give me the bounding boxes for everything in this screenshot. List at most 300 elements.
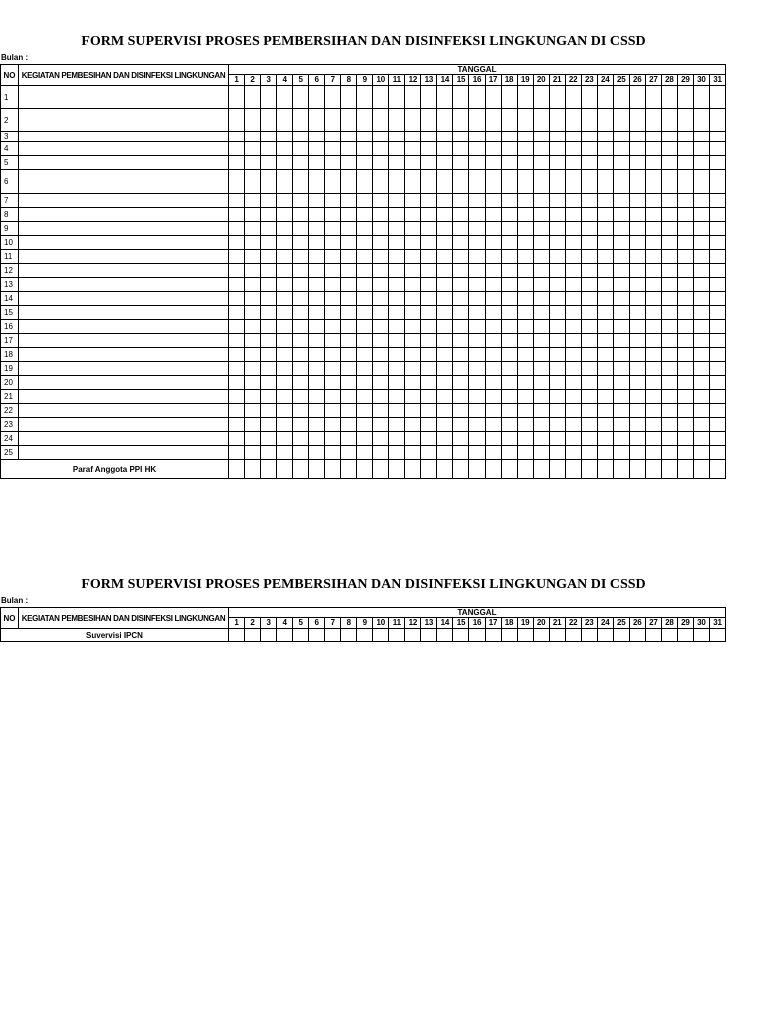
check-cell[interactable] xyxy=(517,334,533,348)
check-cell[interactable] xyxy=(549,446,565,460)
check-cell[interactable] xyxy=(693,292,709,306)
check-cell[interactable] xyxy=(645,142,661,156)
check-cell[interactable] xyxy=(517,208,533,222)
check-cell[interactable] xyxy=(309,132,325,142)
check-cell[interactable] xyxy=(245,170,261,194)
check-cell[interactable] xyxy=(309,404,325,418)
check-cell[interactable] xyxy=(693,362,709,376)
check-cell[interactable] xyxy=(501,418,517,432)
check-cell[interactable] xyxy=(469,292,485,306)
check-cell[interactable] xyxy=(229,376,245,390)
check-cell[interactable] xyxy=(693,306,709,320)
check-cell[interactable] xyxy=(405,109,421,132)
check-cell[interactable] xyxy=(613,446,629,460)
check-cell[interactable] xyxy=(229,320,245,334)
check-cell[interactable] xyxy=(533,142,549,156)
check-cell[interactable] xyxy=(565,320,581,334)
check-cell[interactable] xyxy=(373,404,389,418)
check-cell[interactable] xyxy=(373,390,389,404)
check-cell[interactable] xyxy=(661,194,677,208)
check-cell[interactable] xyxy=(709,460,725,479)
check-cell[interactable] xyxy=(533,432,549,446)
activity-cell[interactable] xyxy=(19,222,229,236)
check-cell[interactable] xyxy=(501,362,517,376)
check-cell[interactable] xyxy=(501,446,517,460)
check-cell[interactable] xyxy=(709,404,725,418)
check-cell[interactable] xyxy=(277,404,293,418)
check-cell[interactable] xyxy=(501,376,517,390)
check-cell[interactable] xyxy=(341,306,357,320)
check-cell[interactable] xyxy=(389,208,405,222)
check-cell[interactable] xyxy=(645,156,661,170)
check-cell[interactable] xyxy=(325,334,341,348)
check-cell[interactable] xyxy=(421,334,437,348)
check-cell[interactable] xyxy=(645,132,661,142)
check-cell[interactable] xyxy=(533,306,549,320)
check-cell[interactable] xyxy=(645,208,661,222)
check-cell[interactable] xyxy=(389,418,405,432)
check-cell[interactable] xyxy=(277,170,293,194)
check-cell[interactable] xyxy=(549,390,565,404)
check-cell[interactable] xyxy=(405,404,421,418)
check-cell[interactable] xyxy=(293,208,309,222)
check-cell[interactable] xyxy=(501,86,517,109)
check-cell[interactable] xyxy=(453,348,469,362)
check-cell[interactable] xyxy=(629,250,645,264)
check-cell[interactable] xyxy=(677,142,693,156)
check-cell[interactable] xyxy=(341,278,357,292)
check-cell[interactable] xyxy=(581,348,597,362)
check-cell[interactable] xyxy=(597,432,613,446)
check-cell[interactable] xyxy=(597,194,613,208)
check-cell[interactable] xyxy=(373,170,389,194)
check-cell[interactable] xyxy=(597,222,613,236)
check-cell[interactable] xyxy=(613,142,629,156)
check-cell[interactable] xyxy=(469,432,485,446)
check-cell[interactable] xyxy=(677,320,693,334)
check-cell[interactable] xyxy=(373,306,389,320)
check-cell[interactable] xyxy=(389,86,405,109)
check-cell[interactable] xyxy=(325,264,341,278)
check-cell[interactable] xyxy=(389,334,405,348)
check-cell[interactable] xyxy=(693,142,709,156)
check-cell[interactable] xyxy=(373,86,389,109)
check-cell[interactable] xyxy=(485,236,501,250)
check-cell[interactable] xyxy=(245,629,261,642)
check-cell[interactable] xyxy=(517,362,533,376)
check-cell[interactable] xyxy=(437,320,453,334)
check-cell[interactable] xyxy=(693,278,709,292)
check-cell[interactable] xyxy=(517,109,533,132)
check-cell[interactable] xyxy=(389,236,405,250)
check-cell[interactable] xyxy=(389,306,405,320)
check-cell[interactable] xyxy=(533,334,549,348)
check-cell[interactable] xyxy=(693,418,709,432)
check-cell[interactable] xyxy=(597,208,613,222)
check-cell[interactable] xyxy=(245,362,261,376)
check-cell[interactable] xyxy=(229,222,245,236)
check-cell[interactable] xyxy=(693,446,709,460)
check-cell[interactable] xyxy=(229,629,245,642)
check-cell[interactable] xyxy=(533,418,549,432)
check-cell[interactable] xyxy=(485,222,501,236)
check-cell[interactable] xyxy=(277,390,293,404)
check-cell[interactable] xyxy=(565,348,581,362)
check-cell[interactable] xyxy=(277,446,293,460)
check-cell[interactable] xyxy=(565,170,581,194)
check-cell[interactable] xyxy=(597,109,613,132)
check-cell[interactable] xyxy=(709,432,725,446)
check-cell[interactable] xyxy=(645,390,661,404)
check-cell[interactable] xyxy=(293,460,309,479)
check-cell[interactable] xyxy=(245,432,261,446)
check-cell[interactable] xyxy=(469,460,485,479)
check-cell[interactable] xyxy=(341,142,357,156)
check-cell[interactable] xyxy=(229,278,245,292)
check-cell[interactable] xyxy=(357,250,373,264)
check-cell[interactable] xyxy=(581,109,597,132)
check-cell[interactable] xyxy=(709,418,725,432)
check-cell[interactable] xyxy=(469,222,485,236)
check-cell[interactable] xyxy=(517,418,533,432)
check-cell[interactable] xyxy=(485,446,501,460)
check-cell[interactable] xyxy=(517,194,533,208)
check-cell[interactable] xyxy=(277,278,293,292)
check-cell[interactable] xyxy=(645,334,661,348)
check-cell[interactable] xyxy=(309,208,325,222)
check-cell[interactable] xyxy=(613,132,629,142)
check-cell[interactable] xyxy=(245,132,261,142)
check-cell[interactable] xyxy=(629,142,645,156)
check-cell[interactable] xyxy=(613,348,629,362)
check-cell[interactable] xyxy=(693,170,709,194)
check-cell[interactable] xyxy=(437,264,453,278)
check-cell[interactable] xyxy=(389,446,405,460)
check-cell[interactable] xyxy=(325,320,341,334)
check-cell[interactable] xyxy=(677,250,693,264)
check-cell[interactable] xyxy=(501,170,517,194)
check-cell[interactable] xyxy=(277,264,293,278)
check-cell[interactable] xyxy=(629,222,645,236)
check-cell[interactable] xyxy=(245,194,261,208)
check-cell[interactable] xyxy=(581,446,597,460)
check-cell[interactable] xyxy=(533,194,549,208)
check-cell[interactable] xyxy=(309,362,325,376)
check-cell[interactable] xyxy=(421,390,437,404)
check-cell[interactable] xyxy=(453,629,469,642)
check-cell[interactable] xyxy=(325,142,341,156)
check-cell[interactable] xyxy=(389,222,405,236)
check-cell[interactable] xyxy=(325,390,341,404)
check-cell[interactable] xyxy=(437,362,453,376)
check-cell[interactable] xyxy=(693,264,709,278)
check-cell[interactable] xyxy=(389,156,405,170)
check-cell[interactable] xyxy=(229,348,245,362)
check-cell[interactable] xyxy=(357,236,373,250)
check-cell[interactable] xyxy=(309,222,325,236)
check-cell[interactable] xyxy=(517,264,533,278)
check-cell[interactable] xyxy=(693,208,709,222)
check-cell[interactable] xyxy=(693,132,709,142)
check-cell[interactable] xyxy=(533,446,549,460)
check-cell[interactable] xyxy=(421,250,437,264)
check-cell[interactable] xyxy=(229,362,245,376)
check-cell[interactable] xyxy=(581,142,597,156)
check-cell[interactable] xyxy=(597,250,613,264)
check-cell[interactable] xyxy=(373,132,389,142)
check-cell[interactable] xyxy=(341,460,357,479)
check-cell[interactable] xyxy=(453,460,469,479)
check-cell[interactable] xyxy=(501,348,517,362)
activity-cell[interactable] xyxy=(19,306,229,320)
check-cell[interactable] xyxy=(293,376,309,390)
check-cell[interactable] xyxy=(709,208,725,222)
check-cell[interactable] xyxy=(597,348,613,362)
check-cell[interactable] xyxy=(613,404,629,418)
check-cell[interactable] xyxy=(293,404,309,418)
check-cell[interactable] xyxy=(277,334,293,348)
activity-cell[interactable] xyxy=(19,446,229,460)
check-cell[interactable] xyxy=(341,390,357,404)
check-cell[interactable] xyxy=(357,278,373,292)
check-cell[interactable] xyxy=(709,86,725,109)
check-cell[interactable] xyxy=(293,250,309,264)
check-cell[interactable] xyxy=(709,629,725,642)
check-cell[interactable] xyxy=(677,432,693,446)
check-cell[interactable] xyxy=(357,629,373,642)
check-cell[interactable] xyxy=(597,142,613,156)
check-cell[interactable] xyxy=(533,264,549,278)
check-cell[interactable] xyxy=(341,320,357,334)
check-cell[interactable] xyxy=(325,629,341,642)
check-cell[interactable] xyxy=(341,376,357,390)
check-cell[interactable] xyxy=(613,390,629,404)
check-cell[interactable] xyxy=(693,376,709,390)
check-cell[interactable] xyxy=(325,418,341,432)
check-cell[interactable] xyxy=(709,278,725,292)
check-cell[interactable] xyxy=(421,629,437,642)
check-cell[interactable] xyxy=(453,306,469,320)
check-cell[interactable] xyxy=(645,250,661,264)
check-cell[interactable] xyxy=(373,348,389,362)
check-cell[interactable] xyxy=(229,432,245,446)
check-cell[interactable] xyxy=(565,292,581,306)
check-cell[interactable] xyxy=(645,320,661,334)
check-cell[interactable] xyxy=(261,208,277,222)
check-cell[interactable] xyxy=(325,306,341,320)
check-cell[interactable] xyxy=(485,194,501,208)
check-cell[interactable] xyxy=(597,132,613,142)
check-cell[interactable] xyxy=(405,460,421,479)
check-cell[interactable] xyxy=(357,222,373,236)
check-cell[interactable] xyxy=(517,86,533,109)
check-cell[interactable] xyxy=(421,446,437,460)
check-cell[interactable] xyxy=(581,194,597,208)
check-cell[interactable] xyxy=(645,418,661,432)
check-cell[interactable] xyxy=(597,362,613,376)
check-cell[interactable] xyxy=(373,194,389,208)
check-cell[interactable] xyxy=(341,292,357,306)
check-cell[interactable] xyxy=(661,320,677,334)
check-cell[interactable] xyxy=(389,404,405,418)
check-cell[interactable] xyxy=(469,334,485,348)
check-cell[interactable] xyxy=(373,320,389,334)
check-cell[interactable] xyxy=(485,460,501,479)
check-cell[interactable] xyxy=(661,132,677,142)
check-cell[interactable] xyxy=(501,334,517,348)
check-cell[interactable] xyxy=(661,250,677,264)
check-cell[interactable] xyxy=(325,348,341,362)
check-cell[interactable] xyxy=(293,446,309,460)
check-cell[interactable] xyxy=(517,432,533,446)
check-cell[interactable] xyxy=(229,208,245,222)
check-cell[interactable] xyxy=(469,142,485,156)
check-cell[interactable] xyxy=(421,86,437,109)
check-cell[interactable] xyxy=(565,376,581,390)
check-cell[interactable] xyxy=(565,86,581,109)
check-cell[interactable] xyxy=(405,156,421,170)
check-cell[interactable] xyxy=(581,132,597,142)
check-cell[interactable] xyxy=(421,142,437,156)
check-cell[interactable] xyxy=(677,170,693,194)
check-cell[interactable] xyxy=(357,109,373,132)
check-cell[interactable] xyxy=(277,86,293,109)
check-cell[interactable] xyxy=(693,334,709,348)
check-cell[interactable] xyxy=(533,236,549,250)
check-cell[interactable] xyxy=(229,334,245,348)
check-cell[interactable] xyxy=(613,418,629,432)
check-cell[interactable] xyxy=(309,278,325,292)
check-cell[interactable] xyxy=(677,348,693,362)
check-cell[interactable] xyxy=(293,306,309,320)
check-cell[interactable] xyxy=(661,156,677,170)
check-cell[interactable] xyxy=(293,86,309,109)
check-cell[interactable] xyxy=(245,292,261,306)
check-cell[interactable] xyxy=(549,156,565,170)
check-cell[interactable] xyxy=(485,334,501,348)
check-cell[interactable] xyxy=(229,292,245,306)
check-cell[interactable] xyxy=(485,142,501,156)
check-cell[interactable] xyxy=(309,348,325,362)
check-cell[interactable] xyxy=(629,460,645,479)
check-cell[interactable] xyxy=(501,292,517,306)
check-cell[interactable] xyxy=(229,86,245,109)
check-cell[interactable] xyxy=(645,446,661,460)
check-cell[interactable] xyxy=(261,460,277,479)
check-cell[interactable] xyxy=(661,362,677,376)
check-cell[interactable] xyxy=(437,404,453,418)
check-cell[interactable] xyxy=(565,264,581,278)
check-cell[interactable] xyxy=(357,306,373,320)
check-cell[interactable] xyxy=(645,404,661,418)
check-cell[interactable] xyxy=(565,418,581,432)
check-cell[interactable] xyxy=(437,348,453,362)
check-cell[interactable] xyxy=(597,418,613,432)
check-cell[interactable] xyxy=(325,376,341,390)
check-cell[interactable] xyxy=(629,348,645,362)
check-cell[interactable] xyxy=(645,292,661,306)
check-cell[interactable] xyxy=(261,376,277,390)
check-cell[interactable] xyxy=(421,432,437,446)
check-cell[interactable] xyxy=(453,208,469,222)
check-cell[interactable] xyxy=(357,194,373,208)
check-cell[interactable] xyxy=(469,170,485,194)
check-cell[interactable] xyxy=(389,142,405,156)
check-cell[interactable] xyxy=(373,629,389,642)
check-cell[interactable] xyxy=(341,348,357,362)
check-cell[interactable] xyxy=(677,418,693,432)
check-cell[interactable] xyxy=(661,334,677,348)
check-cell[interactable] xyxy=(709,142,725,156)
check-cell[interactable] xyxy=(229,418,245,432)
check-cell[interactable] xyxy=(533,156,549,170)
check-cell[interactable] xyxy=(453,446,469,460)
check-cell[interactable] xyxy=(565,404,581,418)
check-cell[interactable] xyxy=(501,250,517,264)
check-cell[interactable] xyxy=(677,460,693,479)
check-cell[interactable] xyxy=(661,348,677,362)
check-cell[interactable] xyxy=(341,418,357,432)
check-cell[interactable] xyxy=(421,278,437,292)
check-cell[interactable] xyxy=(629,208,645,222)
check-cell[interactable] xyxy=(581,390,597,404)
check-cell[interactable] xyxy=(229,404,245,418)
check-cell[interactable] xyxy=(245,236,261,250)
check-cell[interactable] xyxy=(229,460,245,479)
check-cell[interactable] xyxy=(453,292,469,306)
check-cell[interactable] xyxy=(437,306,453,320)
check-cell[interactable] xyxy=(709,390,725,404)
check-cell[interactable] xyxy=(677,362,693,376)
check-cell[interactable] xyxy=(549,278,565,292)
check-cell[interactable] xyxy=(405,170,421,194)
check-cell[interactable] xyxy=(597,320,613,334)
activity-cell[interactable] xyxy=(19,264,229,278)
check-cell[interactable] xyxy=(309,292,325,306)
check-cell[interactable] xyxy=(357,208,373,222)
check-cell[interactable] xyxy=(453,222,469,236)
check-cell[interactable] xyxy=(693,236,709,250)
check-cell[interactable] xyxy=(437,109,453,132)
check-cell[interactable] xyxy=(645,432,661,446)
check-cell[interactable] xyxy=(693,86,709,109)
check-cell[interactable] xyxy=(645,170,661,194)
check-cell[interactable] xyxy=(357,460,373,479)
check-cell[interactable] xyxy=(453,376,469,390)
check-cell[interactable] xyxy=(229,306,245,320)
check-cell[interactable] xyxy=(261,86,277,109)
check-cell[interactable] xyxy=(277,362,293,376)
check-cell[interactable] xyxy=(261,194,277,208)
check-cell[interactable] xyxy=(293,334,309,348)
check-cell[interactable] xyxy=(293,222,309,236)
check-cell[interactable] xyxy=(629,264,645,278)
check-cell[interactable] xyxy=(581,208,597,222)
check-cell[interactable] xyxy=(245,222,261,236)
check-cell[interactable] xyxy=(437,446,453,460)
check-cell[interactable] xyxy=(293,348,309,362)
check-cell[interactable] xyxy=(645,629,661,642)
check-cell[interactable] xyxy=(421,109,437,132)
check-cell[interactable] xyxy=(629,418,645,432)
check-cell[interactable] xyxy=(325,292,341,306)
check-cell[interactable] xyxy=(469,109,485,132)
check-cell[interactable] xyxy=(373,362,389,376)
check-cell[interactable] xyxy=(405,86,421,109)
check-cell[interactable] xyxy=(709,236,725,250)
check-cell[interactable] xyxy=(709,264,725,278)
check-cell[interactable] xyxy=(373,142,389,156)
